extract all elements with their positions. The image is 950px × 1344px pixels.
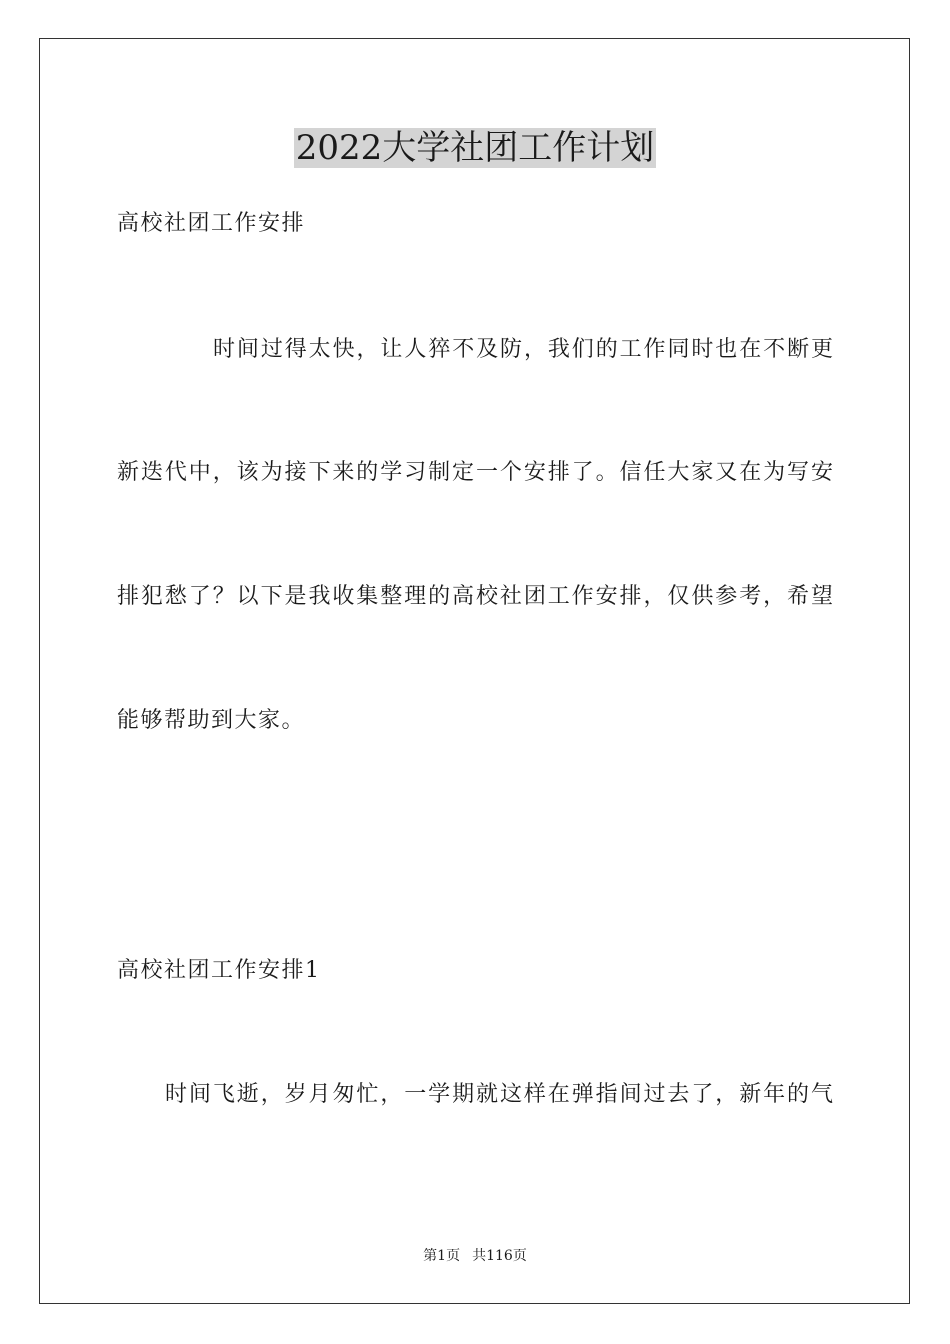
document-title: 2022大学社团工作计划: [295, 128, 655, 168]
paragraph-line: 能够帮助到大家。: [117, 708, 306, 733]
paragraph-line: 排犯愁了？以下是我收集整理的高校社团工作安排，仅供参考，希望: [117, 584, 833, 609]
page-footer: [0, 1247, 950, 1265]
section-heading: 高校社团工作安排1: [117, 958, 321, 983]
page-total: 共116页: [472, 1248, 527, 1264]
paragraph-line: 时间飞逝，岁月匆忙，一学期就这样在弹指间过去了，新年的气: [165, 1082, 833, 1107]
paragraph-line: 时间过得太快，让人猝不及防，我们的工作同时也在不断更: [213, 337, 833, 362]
page-number: 第1页: [423, 1248, 461, 1264]
paragraph-line: 新迭代中，该为接下来的学习制定一个安排了。信任大家又在为写安: [117, 460, 833, 485]
title-container: [0, 128, 950, 168]
section-heading: 高校社团工作安排: [117, 211, 306, 236]
